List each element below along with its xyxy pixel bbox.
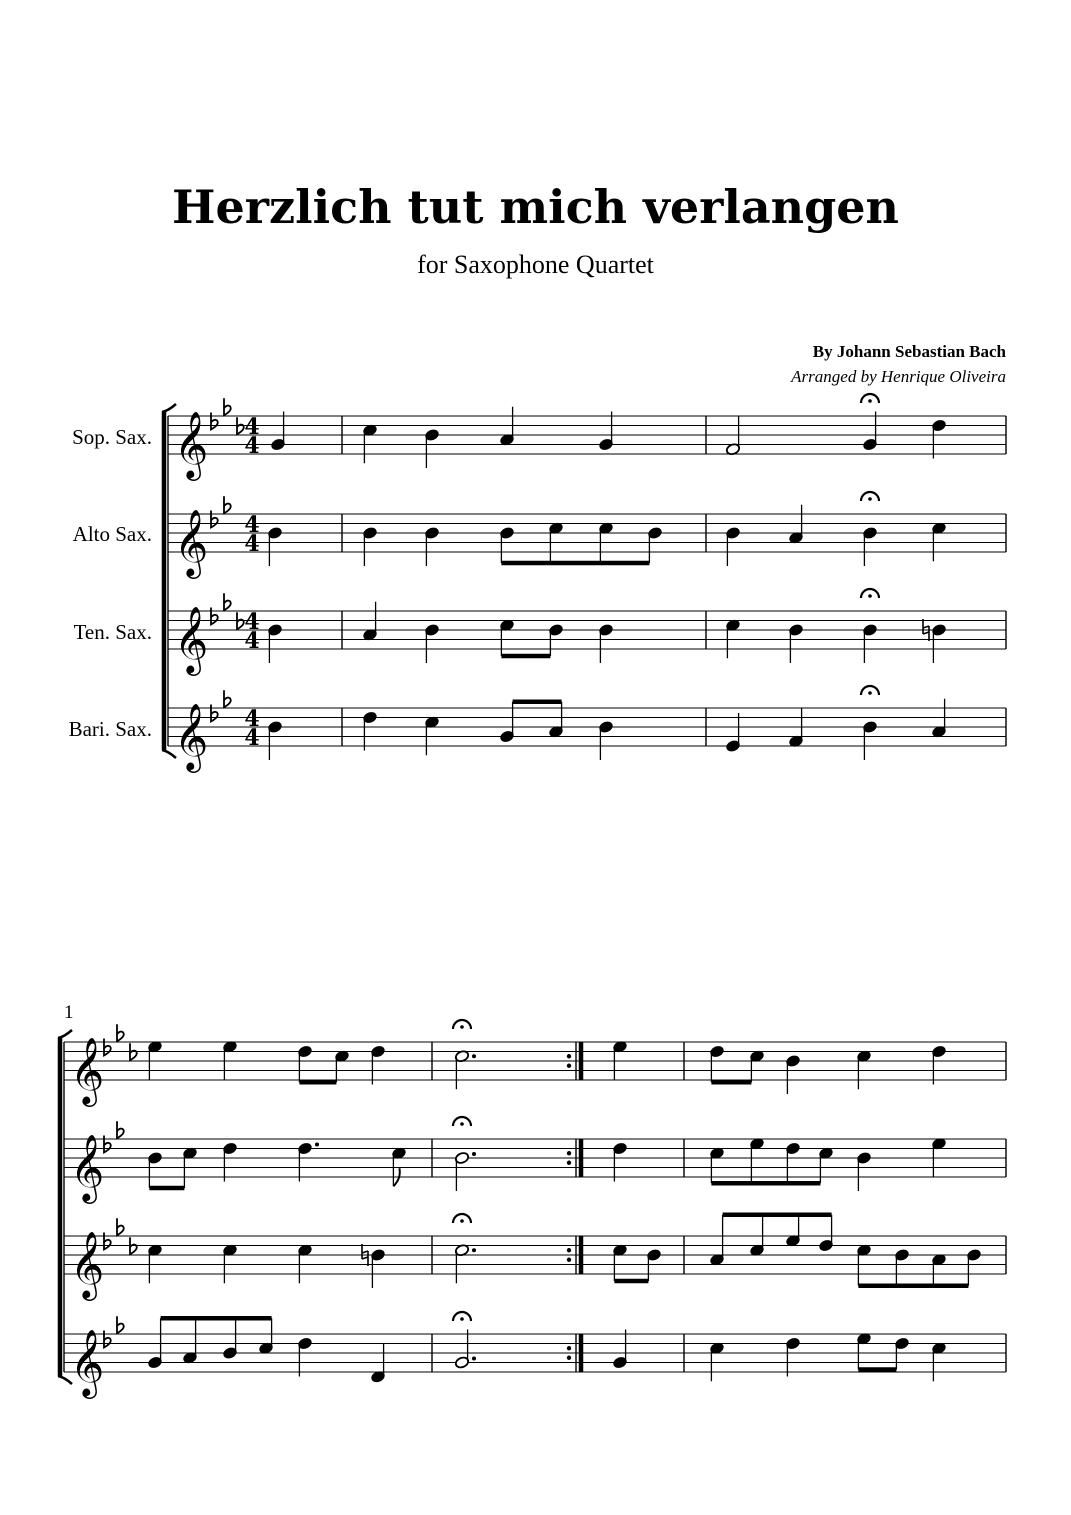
flat-icon <box>211 705 218 722</box>
flat-icon <box>104 1136 111 1153</box>
fermata-dot <box>460 1219 464 1223</box>
dot <box>472 1248 476 1252</box>
flat-icon <box>211 413 218 430</box>
time-signature-numerator: 4 <box>244 512 260 538</box>
flat-icon <box>224 690 231 707</box>
arranger-credit: Arranged by Henrique Oliveira <box>791 367 1006 386</box>
repeat-dot <box>567 1054 571 1058</box>
flat-icon <box>224 593 231 610</box>
time-signature-denominator: 4 <box>244 725 260 751</box>
dot <box>315 1143 319 1147</box>
flat-icon <box>224 496 231 513</box>
flat-icon <box>104 1233 111 1250</box>
dot <box>472 1357 476 1361</box>
flat-icon <box>224 398 231 415</box>
repeat-dot <box>567 1064 571 1068</box>
instrument-label-tenor: Ten. Sax. <box>73 620 152 644</box>
treble-clef-icon: 𝄞 <box>174 605 209 673</box>
repeat-dot <box>567 1161 571 1165</box>
score-subtitle: for Saxophone Quartet <box>417 250 654 279</box>
dot <box>472 1152 476 1156</box>
dot <box>472 1054 476 1058</box>
flat-icon <box>211 608 218 625</box>
fermata-dot <box>868 497 872 501</box>
time-signature-denominator: 4 <box>244 628 260 654</box>
treble-clef-icon: 𝄞 <box>70 1036 105 1104</box>
fermata-dot <box>460 1025 464 1029</box>
measure-number: 1 <box>64 1002 74 1023</box>
fermata-dot <box>868 594 872 598</box>
repeat-dot <box>567 1151 571 1155</box>
flat-icon <box>104 1039 111 1056</box>
treble-clef-icon: 𝄞 <box>70 1133 105 1201</box>
flat-icon <box>211 511 218 528</box>
treble-clef-icon: 𝄞 <box>174 410 209 478</box>
treble-clef-icon: 𝄞 <box>174 702 209 770</box>
flat-icon <box>104 1331 111 1348</box>
instrument-label-soprano: Sop. Sax. <box>72 425 152 449</box>
fermata-dot <box>460 1317 464 1321</box>
treble-clef-icon: 𝄞 <box>174 508 209 576</box>
time-signature-denominator: 4 <box>244 433 260 459</box>
flat-icon <box>117 1218 124 1235</box>
time-signature-numerator: 4 <box>244 414 260 440</box>
fermata-dot <box>460 1122 464 1126</box>
composer-credit: By Johann Sebastian Bach <box>812 342 1006 361</box>
flat-icon <box>117 1024 124 1041</box>
time-signature-numerator: 4 <box>244 609 260 635</box>
treble-clef-icon: 𝄞 <box>70 1328 105 1396</box>
score-title: Herzlich tut mich verlangen <box>172 180 899 234</box>
repeat-dot <box>567 1346 571 1350</box>
time-signature-numerator: 4 <box>244 706 260 732</box>
fermata-dot <box>868 691 872 695</box>
time-signature-denominator: 4 <box>244 531 260 557</box>
flat-icon <box>117 1316 124 1333</box>
repeat-dot <box>567 1356 571 1360</box>
repeat-dot <box>567 1258 571 1262</box>
fermata-dot <box>868 399 872 403</box>
treble-clef-icon: 𝄞 <box>70 1230 105 1298</box>
instrument-label-alto: Alto Sax. <box>72 522 152 546</box>
repeat-dot <box>567 1248 571 1252</box>
instrument-label-baritone: Bari. Sax. <box>68 717 152 741</box>
flat-icon <box>117 1121 124 1138</box>
